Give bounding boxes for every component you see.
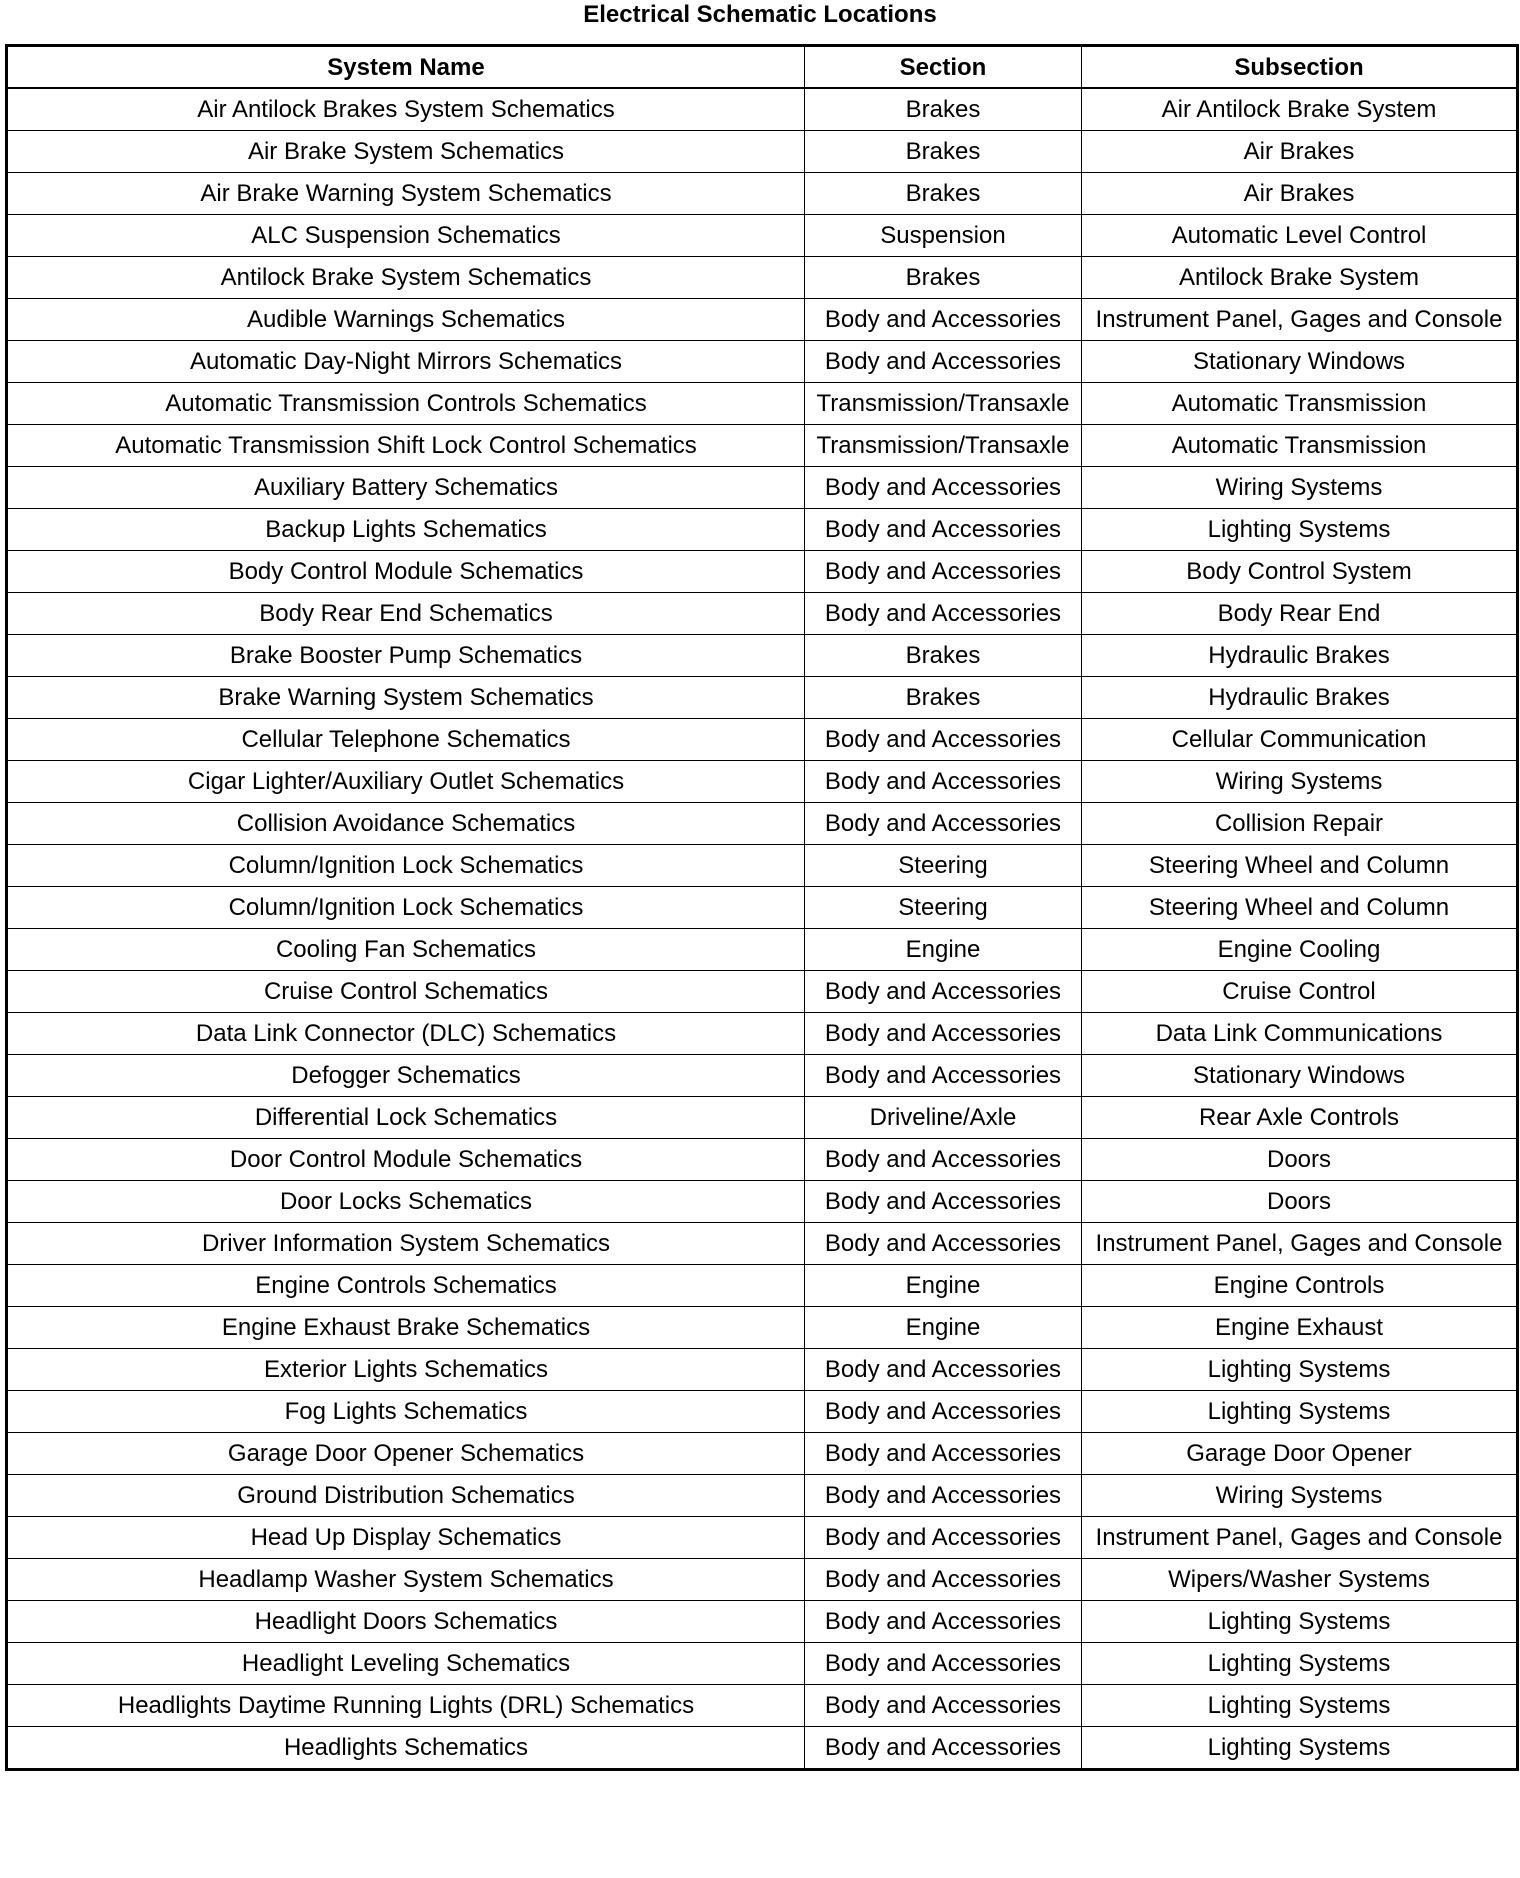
cell-subsection: Body Control System: [1082, 551, 1518, 593]
table-row: [7, 1517, 1518, 1559]
cell-section: Body and Accessories: [805, 299, 1082, 341]
cell-section: Body and Accessories: [805, 1643, 1082, 1685]
cell-section: Body and Accessories: [805, 1223, 1082, 1265]
table-row: [7, 257, 1518, 299]
table-row: [7, 1097, 1518, 1139]
cell-section: Body and Accessories: [805, 719, 1082, 761]
column-header-section: Section: [805, 46, 1082, 89]
table-row: [7, 929, 1518, 971]
table-row: [7, 425, 1518, 467]
table-row: [7, 1601, 1518, 1643]
cell-section: Body and Accessories: [805, 761, 1082, 803]
cell-subsection: Steering Wheel and Column: [1082, 845, 1518, 887]
cell-section: Body and Accessories: [805, 593, 1082, 635]
cell-system-name: Antilock Brake System Schematics: [7, 257, 805, 299]
table-body: [7, 88, 1518, 1770]
table-row: [7, 1265, 1518, 1307]
cell-section: Driveline/Axle: [805, 1097, 1082, 1139]
cell-subsection: Air Antilock Brake System: [1082, 88, 1518, 131]
cell-subsection: Instrument Panel, Gages and Console: [1082, 299, 1518, 341]
cell-section: Transmission/Transaxle: [805, 425, 1082, 467]
cell-subsection: Lighting Systems: [1082, 1601, 1518, 1643]
cell-section: Transmission/Transaxle: [805, 383, 1082, 425]
cell-section: Body and Accessories: [805, 551, 1082, 593]
cell-section: Body and Accessories: [805, 1727, 1082, 1770]
cell-section: Body and Accessories: [805, 509, 1082, 551]
cell-section: Body and Accessories: [805, 803, 1082, 845]
table-row: [7, 1181, 1518, 1223]
cell-subsection: Stationary Windows: [1082, 1055, 1518, 1097]
cell-section: Engine: [805, 1265, 1082, 1307]
cell-subsection: Cruise Control: [1082, 971, 1518, 1013]
cell-system-name: Cruise Control Schematics: [7, 971, 805, 1013]
cell-section: Body and Accessories: [805, 1139, 1082, 1181]
cell-section: Steering: [805, 887, 1082, 929]
cell-system-name: Automatic Day-Night Mirrors Schematics: [7, 341, 805, 383]
table-row: [7, 887, 1518, 929]
cell-section: Body and Accessories: [805, 971, 1082, 1013]
table-row: [7, 971, 1518, 1013]
cell-subsection: Stationary Windows: [1082, 341, 1518, 383]
cell-system-name: Cellular Telephone Schematics: [7, 719, 805, 761]
cell-section: Suspension: [805, 215, 1082, 257]
cell-subsection: Hydraulic Brakes: [1082, 635, 1518, 677]
cell-subsection: Wiring Systems: [1082, 1475, 1518, 1517]
cell-subsection: Instrument Panel, Gages and Console: [1082, 1517, 1518, 1559]
cell-section: Body and Accessories: [805, 1013, 1082, 1055]
cell-system-name: Air Brake System Schematics: [7, 131, 805, 173]
cell-subsection: Wipers/Washer Systems: [1082, 1559, 1518, 1601]
table-row: [7, 1307, 1518, 1349]
cell-system-name: Column/Ignition Lock Schematics: [7, 845, 805, 887]
schematic-table-container: [5, 44, 1516, 1771]
cell-system-name: ALC Suspension Schematics: [7, 215, 805, 257]
cell-subsection: Hydraulic Brakes: [1082, 677, 1518, 719]
cell-subsection: Wiring Systems: [1082, 467, 1518, 509]
cell-subsection: Lighting Systems: [1082, 1349, 1518, 1391]
cell-subsection: Collision Repair: [1082, 803, 1518, 845]
cell-section: Engine: [805, 929, 1082, 971]
cell-subsection: Body Rear End: [1082, 593, 1518, 635]
table-row: [7, 1055, 1518, 1097]
cell-system-name: Backup Lights Schematics: [7, 509, 805, 551]
cell-subsection: Instrument Panel, Gages and Console: [1082, 1223, 1518, 1265]
cell-subsection: Air Brakes: [1082, 173, 1518, 215]
cell-system-name: Door Locks Schematics: [7, 1181, 805, 1223]
cell-subsection: Rear Axle Controls: [1082, 1097, 1518, 1139]
cell-system-name: Door Control Module Schematics: [7, 1139, 805, 1181]
cell-subsection: Doors: [1082, 1181, 1518, 1223]
cell-subsection: Lighting Systems: [1082, 1685, 1518, 1727]
table-row: [7, 803, 1518, 845]
table-header: [7, 46, 1518, 89]
cell-subsection: Doors: [1082, 1139, 1518, 1181]
cell-subsection: Cellular Communication: [1082, 719, 1518, 761]
table-row: [7, 173, 1518, 215]
table-row: [7, 1559, 1518, 1601]
cell-section: Body and Accessories: [805, 1349, 1082, 1391]
cell-system-name: Brake Booster Pump Schematics: [7, 635, 805, 677]
cell-system-name: Air Brake Warning System Schematics: [7, 173, 805, 215]
table-row: [7, 467, 1518, 509]
table-row: [7, 761, 1518, 803]
cell-subsection: Automatic Level Control: [1082, 215, 1518, 257]
cell-subsection: Lighting Systems: [1082, 1643, 1518, 1685]
table-row: [7, 1475, 1518, 1517]
cell-section: Body and Accessories: [805, 1391, 1082, 1433]
cell-system-name: Audible Warnings Schematics: [7, 299, 805, 341]
cell-system-name: Brake Warning System Schematics: [7, 677, 805, 719]
table-row: [7, 1349, 1518, 1391]
cell-subsection: Lighting Systems: [1082, 509, 1518, 551]
cell-section: Steering: [805, 845, 1082, 887]
cell-system-name: Engine Controls Schematics: [7, 1265, 805, 1307]
cell-system-name: Headlights Schematics: [7, 1727, 805, 1770]
column-header-subsection: Subsection: [1082, 46, 1518, 89]
cell-system-name: Cigar Lighter/Auxiliary Outlet Schematics: [7, 761, 805, 803]
cell-section: Brakes: [805, 257, 1082, 299]
column-header-system-name: System Name: [7, 46, 805, 89]
cell-system-name: Ground Distribution Schematics: [7, 1475, 805, 1517]
table-row: [7, 215, 1518, 257]
table-row: [7, 1139, 1518, 1181]
cell-section: Brakes: [805, 677, 1082, 719]
cell-section: Brakes: [805, 173, 1082, 215]
cell-system-name: Collision Avoidance Schematics: [7, 803, 805, 845]
header-row: [7, 46, 1518, 89]
cell-subsection: Garage Door Opener: [1082, 1433, 1518, 1475]
table-row: [7, 719, 1518, 761]
cell-section: Brakes: [805, 635, 1082, 677]
table-row: [7, 635, 1518, 677]
cell-subsection: Antilock Brake System: [1082, 257, 1518, 299]
cell-system-name: Differential Lock Schematics: [7, 1097, 805, 1139]
cell-subsection: Wiring Systems: [1082, 761, 1518, 803]
cell-system-name: Engine Exhaust Brake Schematics: [7, 1307, 805, 1349]
cell-subsection: Automatic Transmission: [1082, 425, 1518, 467]
schematic-locations-table: [5, 44, 1519, 1771]
cell-subsection: Lighting Systems: [1082, 1391, 1518, 1433]
cell-system-name: Headlamp Washer System Schematics: [7, 1559, 805, 1601]
cell-system-name: Exterior Lights Schematics: [7, 1349, 805, 1391]
cell-system-name: Headlight Doors Schematics: [7, 1601, 805, 1643]
table-row: [7, 341, 1518, 383]
cell-subsection: Engine Exhaust: [1082, 1307, 1518, 1349]
cell-section: Body and Accessories: [805, 1559, 1082, 1601]
cell-system-name: Fog Lights Schematics: [7, 1391, 805, 1433]
cell-subsection: Lighting Systems: [1082, 1727, 1518, 1770]
cell-subsection: Engine Cooling: [1082, 929, 1518, 971]
table-row: [7, 1727, 1518, 1770]
cell-subsection: Automatic Transmission: [1082, 383, 1518, 425]
cell-section: Body and Accessories: [805, 341, 1082, 383]
table-row: [7, 88, 1518, 131]
table-row: [7, 1013, 1518, 1055]
cell-system-name: Air Antilock Brakes System Schematics: [7, 88, 805, 131]
cell-subsection: Data Link Communications: [1082, 1013, 1518, 1055]
cell-system-name: Headlight Leveling Schematics: [7, 1643, 805, 1685]
cell-section: Body and Accessories: [805, 1475, 1082, 1517]
cell-system-name: Driver Information System Schematics: [7, 1223, 805, 1265]
cell-section: Engine: [805, 1307, 1082, 1349]
table-row: [7, 131, 1518, 173]
cell-subsection: Steering Wheel and Column: [1082, 887, 1518, 929]
table-row: [7, 509, 1518, 551]
cell-section: Body and Accessories: [805, 467, 1082, 509]
page-title: Electrical Schematic Locations: [583, 1, 937, 28]
cell-section: Body and Accessories: [805, 1601, 1082, 1643]
table-row: [7, 1685, 1518, 1727]
cell-system-name: Headlights Daytime Running Lights (DRL) Schematics: [7, 1685, 805, 1727]
table-row: [7, 1643, 1518, 1685]
table-row: [7, 1433, 1518, 1475]
cell-subsection: Engine Controls: [1082, 1265, 1518, 1307]
table-row: [7, 1223, 1518, 1265]
cell-section: Body and Accessories: [805, 1517, 1082, 1559]
cell-system-name: Automatic Transmission Shift Lock Control Schematics: [7, 425, 805, 467]
cell-system-name: Body Control Module Schematics: [7, 551, 805, 593]
table-row: [7, 593, 1518, 635]
cell-system-name: Defogger Schematics: [7, 1055, 805, 1097]
cell-section: Brakes: [805, 131, 1082, 173]
cell-system-name: Cooling Fan Schematics: [7, 929, 805, 971]
cell-section: Body and Accessories: [805, 1055, 1082, 1097]
cell-system-name: Auxiliary Battery Schematics: [7, 467, 805, 509]
table-row: [7, 299, 1518, 341]
cell-system-name: Data Link Connector (DLC) Schematics: [7, 1013, 805, 1055]
cell-system-name: Automatic Transmission Controls Schematics: [7, 383, 805, 425]
table-row: [7, 551, 1518, 593]
cell-section: Body and Accessories: [805, 1685, 1082, 1727]
table-row: [7, 1391, 1518, 1433]
cell-section: Body and Accessories: [805, 1433, 1082, 1475]
table-row: [7, 383, 1518, 425]
cell-subsection: Air Brakes: [1082, 131, 1518, 173]
cell-system-name: Garage Door Opener Schematics: [7, 1433, 805, 1475]
table-row: [7, 677, 1518, 719]
cell-section: Body and Accessories: [805, 1181, 1082, 1223]
cell-system-name: Column/Ignition Lock Schematics: [7, 887, 805, 929]
cell-system-name: Head Up Display Schematics: [7, 1517, 805, 1559]
table-row: [7, 845, 1518, 887]
cell-system-name: Body Rear End Schematics: [7, 593, 805, 635]
cell-section: Brakes: [805, 88, 1082, 131]
